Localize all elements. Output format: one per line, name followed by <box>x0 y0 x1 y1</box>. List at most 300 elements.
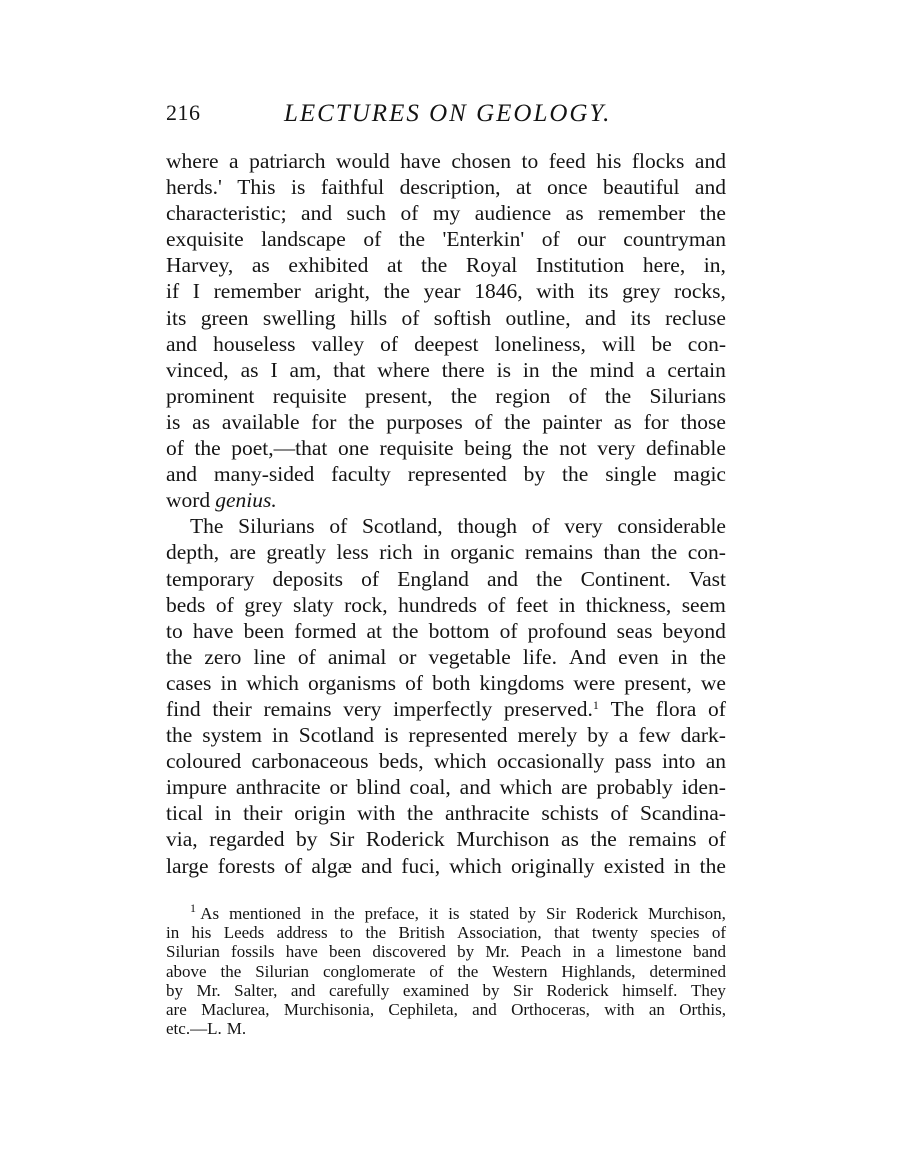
word: organisms <box>307 670 396 695</box>
word: a <box>618 723 629 748</box>
word: few <box>638 723 671 748</box>
word: and <box>290 980 316 1000</box>
word: in, <box>703 253 726 278</box>
word: bottom <box>428 618 490 643</box>
word: of <box>568 383 587 408</box>
word: an <box>705 749 726 774</box>
footnote-reference[interactable]: 1 <box>592 697 599 712</box>
word: Scotland <box>298 723 375 748</box>
word: twenty <box>591 923 639 943</box>
word: purposes <box>386 409 463 434</box>
word: to <box>521 149 539 173</box>
text-line <box>166 278 726 304</box>
word: the <box>421 253 448 278</box>
word: by <box>587 723 609 748</box>
word: its <box>630 305 651 330</box>
word: originally <box>510 853 595 878</box>
word: at <box>515 175 532 200</box>
word: by <box>457 942 475 962</box>
word: faithful <box>320 175 385 200</box>
word: audience <box>474 201 552 226</box>
word: Leeds <box>223 923 265 943</box>
word: a <box>596 942 605 962</box>
word: Silurian <box>255 961 310 981</box>
word: iden- <box>681 775 726 800</box>
word: loneliness, <box>494 331 586 356</box>
word: be <box>651 331 672 356</box>
word: into <box>661 749 696 774</box>
word: year <box>423 279 461 304</box>
word: remains <box>524 540 593 565</box>
word: the <box>457 961 479 981</box>
word: our <box>577 227 606 252</box>
word: Orthis, <box>679 999 726 1019</box>
word: in <box>522 357 540 382</box>
word: con- <box>687 331 726 356</box>
word: in <box>272 723 289 748</box>
word: merely <box>517 723 578 748</box>
word: of <box>329 514 348 539</box>
word: the <box>562 462 589 487</box>
word: anthracite <box>235 775 321 800</box>
word: tical <box>166 801 204 826</box>
word: there <box>441 357 485 382</box>
word: conglomerate <box>322 961 416 981</box>
word: the <box>220 961 242 981</box>
word: my <box>432 201 461 226</box>
word: of <box>429 961 444 981</box>
text-line <box>166 461 726 487</box>
word: recluse <box>665 305 726 330</box>
word: the <box>504 409 531 434</box>
word: fuci, <box>401 853 441 878</box>
word: of <box>400 201 419 226</box>
text-line <box>166 252 726 278</box>
word: of <box>708 827 726 852</box>
word: fossils <box>231 942 275 962</box>
word: requisite <box>272 383 347 408</box>
text-line <box>166 644 726 670</box>
word: remains <box>263 696 332 721</box>
word: chosen <box>451 149 512 173</box>
word: band <box>692 942 726 962</box>
word: in <box>558 592 576 617</box>
word: mentioned <box>229 904 301 923</box>
word: find <box>166 696 201 721</box>
word: by <box>166 980 183 1000</box>
word: Mr. <box>485 942 510 962</box>
word: remember <box>598 201 686 226</box>
word: in <box>310 904 324 923</box>
word: of <box>363 227 382 252</box>
text-line <box>166 409 726 435</box>
word: its <box>588 279 609 304</box>
word: vegetable <box>428 644 511 669</box>
word: which <box>449 853 502 878</box>
word: where <box>166 149 219 173</box>
word: those <box>680 409 726 434</box>
word: seas <box>616 618 653 643</box>
word: forests <box>217 853 276 878</box>
text-line <box>166 357 726 383</box>
word: the <box>407 801 434 826</box>
word: that <box>333 357 366 382</box>
word: very <box>597 436 636 461</box>
word: deepest <box>414 331 479 356</box>
word: both <box>432 670 471 695</box>
word: have <box>192 618 234 643</box>
word: line <box>253 644 286 669</box>
word: Royal <box>465 253 518 278</box>
text-line <box>166 566 726 592</box>
word: Sir <box>545 904 566 923</box>
word: been <box>243 618 285 643</box>
word: green <box>200 305 249 330</box>
footnote-line <box>166 942 726 961</box>
word: of <box>401 305 420 330</box>
word: species <box>650 923 700 943</box>
word: 1846, <box>474 279 523 304</box>
word: at <box>366 618 383 643</box>
word: in <box>220 670 238 695</box>
word: flocks <box>631 149 685 173</box>
word: description, <box>399 175 501 200</box>
word: And <box>569 644 607 669</box>
word: in <box>423 540 440 565</box>
word: 'Enterkin' <box>442 227 525 252</box>
text-line <box>166 331 726 357</box>
word: carbonaceous <box>251 749 369 774</box>
word: Silurian <box>166 942 220 962</box>
text-line <box>166 774 726 800</box>
word: Scandina- <box>639 801 726 826</box>
word: magic <box>673 462 726 487</box>
word: rich <box>379 540 413 565</box>
text-line <box>166 826 726 852</box>
word: the <box>166 723 193 748</box>
word: Roderick <box>365 827 445 852</box>
text-line-paragraph-end <box>166 487 726 513</box>
word: of <box>487 592 506 617</box>
word: feet <box>515 592 549 617</box>
word: if <box>166 279 180 304</box>
word: even <box>618 644 659 669</box>
word: a <box>645 357 656 382</box>
word: not <box>559 436 587 461</box>
word: their <box>243 801 283 826</box>
word: his <box>191 923 212 943</box>
word: determined <box>649 961 726 981</box>
footnote <box>166 901 726 1039</box>
word: regarded <box>209 827 285 852</box>
word: seem <box>681 592 726 617</box>
word: by <box>519 904 537 923</box>
word: of <box>297 644 316 669</box>
word: grey <box>244 592 283 617</box>
word: Orthoceras, <box>511 999 590 1019</box>
word: Association, <box>457 923 542 943</box>
word: beyond <box>662 618 726 643</box>
body-text <box>166 148 726 879</box>
word: Mr. <box>196 980 221 1000</box>
word: of <box>541 227 560 252</box>
word: once <box>546 175 588 200</box>
word: remember <box>213 279 301 304</box>
word: Salter, <box>234 980 278 1000</box>
word: cases <box>166 670 212 695</box>
word: The <box>190 514 224 539</box>
word: softish <box>433 305 492 330</box>
word: Silurians <box>238 514 315 539</box>
word: patriarch <box>249 149 326 173</box>
word: via, <box>166 827 198 852</box>
word: by <box>296 827 318 852</box>
word: of <box>284 853 303 878</box>
word: characteristic; <box>166 201 287 226</box>
word: the <box>166 644 193 669</box>
word: rock, <box>344 592 388 617</box>
word: or <box>398 644 417 669</box>
footnote-line <box>166 901 726 923</box>
word: the <box>604 383 632 408</box>
word: preserved.$^1$ <box>503 696 599 721</box>
word: and <box>166 331 198 356</box>
word: an <box>648 999 665 1019</box>
text-line <box>166 722 726 748</box>
word: as <box>613 409 632 434</box>
word: of <box>215 592 234 617</box>
word: is <box>448 904 460 923</box>
word: considerable <box>617 514 726 539</box>
word: in <box>166 923 180 943</box>
word: of <box>711 923 726 943</box>
word: it <box>428 904 439 923</box>
word: zero <box>204 644 242 669</box>
word: the <box>590 827 617 852</box>
word: occasionally <box>496 749 605 774</box>
word: blind <box>356 775 401 800</box>
word: Roderick <box>546 980 609 1000</box>
text-line <box>166 200 726 226</box>
word: poet,—that <box>231 436 328 461</box>
word: animal <box>327 644 387 669</box>
text-line <box>166 618 726 644</box>
word: beautiful <box>603 175 680 200</box>
word: of <box>166 436 184 461</box>
word: in <box>572 942 586 962</box>
word: is <box>384 723 399 748</box>
word: as <box>565 201 584 226</box>
word: is <box>291 175 306 200</box>
word: being <box>464 436 512 461</box>
word: Sir <box>512 980 533 1000</box>
word: hundreds <box>398 592 477 617</box>
word: himself. <box>622 980 678 1000</box>
word: in <box>670 644 688 669</box>
word: the <box>365 923 387 943</box>
word: Sir <box>329 827 355 852</box>
word: Cephileta, <box>388 999 458 1019</box>
word: such <box>346 201 386 226</box>
word: temporary <box>166 566 255 591</box>
word: very <box>343 696 382 721</box>
word: and <box>486 566 519 591</box>
word: are <box>166 999 187 1019</box>
word: outline, <box>505 305 571 330</box>
word: to <box>339 923 354 943</box>
word: the <box>536 566 563 591</box>
word: the <box>398 227 425 252</box>
word: of <box>405 670 424 695</box>
word: Highlands, <box>561 961 636 981</box>
word: as <box>192 409 211 434</box>
word: stated <box>469 904 510 923</box>
word: pass <box>614 749 652 774</box>
word: are <box>561 775 588 800</box>
word: beds, <box>378 749 424 774</box>
word: as <box>561 827 579 852</box>
word: and <box>361 853 393 878</box>
word: word <box>166 488 211 513</box>
word: or <box>329 775 348 800</box>
word: etc.—L. <box>166 1019 222 1039</box>
word: Western <box>492 961 548 981</box>
word: of <box>708 696 726 721</box>
word: the <box>383 279 410 304</box>
word: to <box>166 618 183 643</box>
word: of <box>531 514 550 539</box>
word: painter <box>542 409 603 434</box>
word: is <box>496 357 511 382</box>
word: large <box>166 853 209 878</box>
word: a <box>229 149 239 173</box>
word: am, <box>289 357 322 382</box>
word: profound <box>527 618 607 643</box>
word: limestone <box>615 942 682 962</box>
word: Murchisonia, <box>283 999 375 1019</box>
footnote-line <box>166 981 726 1000</box>
word: represented <box>408 723 508 748</box>
word: dark- <box>680 723 726 748</box>
text-line <box>166 226 726 252</box>
footnote-line <box>166 923 726 942</box>
word: represented <box>407 462 507 487</box>
word: by <box>523 462 546 487</box>
word: the <box>333 904 355 923</box>
word: depth, <box>166 540 220 565</box>
word: the <box>551 357 578 382</box>
word: the <box>450 383 478 408</box>
word: M. <box>226 1019 247 1039</box>
word: in <box>673 853 691 878</box>
word: hills <box>350 305 388 330</box>
word: one <box>337 436 369 461</box>
word: and <box>584 305 617 330</box>
word: valley <box>311 331 365 356</box>
text-line <box>166 670 726 696</box>
word: present, <box>365 383 433 408</box>
word: organic <box>450 540 515 565</box>
word: I <box>192 279 200 304</box>
word: Vast <box>688 566 726 591</box>
footnote-line <box>166 1000 726 1019</box>
word: The <box>610 696 645 721</box>
word: kingdoms <box>479 670 565 695</box>
word: that <box>554 923 580 943</box>
word: and <box>166 462 198 487</box>
word: Institution <box>535 253 625 278</box>
word: life. <box>522 644 557 669</box>
word: Scotland, <box>361 514 443 539</box>
word: swelling <box>262 305 336 330</box>
word: countryman <box>623 227 726 252</box>
word: been <box>329 942 362 962</box>
italic-word: genius. <box>215 488 277 513</box>
word: greatly <box>266 540 327 565</box>
word: imperfectly <box>393 696 493 721</box>
word: region <box>495 383 551 408</box>
word: They <box>690 980 726 1000</box>
word: have <box>400 149 441 173</box>
word: $^1$ As <box>190 901 220 923</box>
word: and <box>472 999 497 1019</box>
word: beds <box>166 592 206 617</box>
page-header <box>166 100 726 132</box>
word: coloured <box>166 749 242 774</box>
word: which <box>246 670 299 695</box>
word: England <box>397 566 469 591</box>
word: of <box>361 566 380 591</box>
word: were <box>573 670 616 695</box>
word: present, <box>624 670 692 695</box>
word: with <box>536 279 575 304</box>
word: Silurians <box>649 383 726 408</box>
word: will <box>601 331 636 356</box>
word: for <box>311 409 337 434</box>
word: the <box>699 853 726 878</box>
word: at <box>386 253 403 278</box>
word: thickness, <box>585 592 672 617</box>
word: landscape <box>261 227 346 252</box>
text-line <box>166 539 726 565</box>
word: British <box>398 923 445 943</box>
word: slaty <box>293 592 334 617</box>
word: examined <box>402 980 469 1000</box>
word: Peach <box>520 942 562 962</box>
text-line <box>166 748 726 774</box>
word: their <box>212 696 252 721</box>
word: certain <box>667 357 726 382</box>
word: definable <box>645 436 726 461</box>
word: discovered <box>372 942 446 962</box>
word: the <box>194 436 221 461</box>
text-line <box>166 800 726 826</box>
word: his <box>596 149 622 173</box>
word: exhibited <box>288 253 369 278</box>
text-line <box>166 435 726 461</box>
word: I <box>270 357 278 382</box>
word: preface, <box>364 904 419 923</box>
word: the <box>699 201 726 226</box>
word: and <box>694 175 726 200</box>
text-line <box>166 853 726 879</box>
word: by <box>482 980 500 1000</box>
text-line <box>166 592 726 618</box>
text-line <box>166 148 726 174</box>
word: Continent. <box>580 566 671 591</box>
word: faculty <box>331 462 391 487</box>
word: Harvey, <box>166 253 234 278</box>
